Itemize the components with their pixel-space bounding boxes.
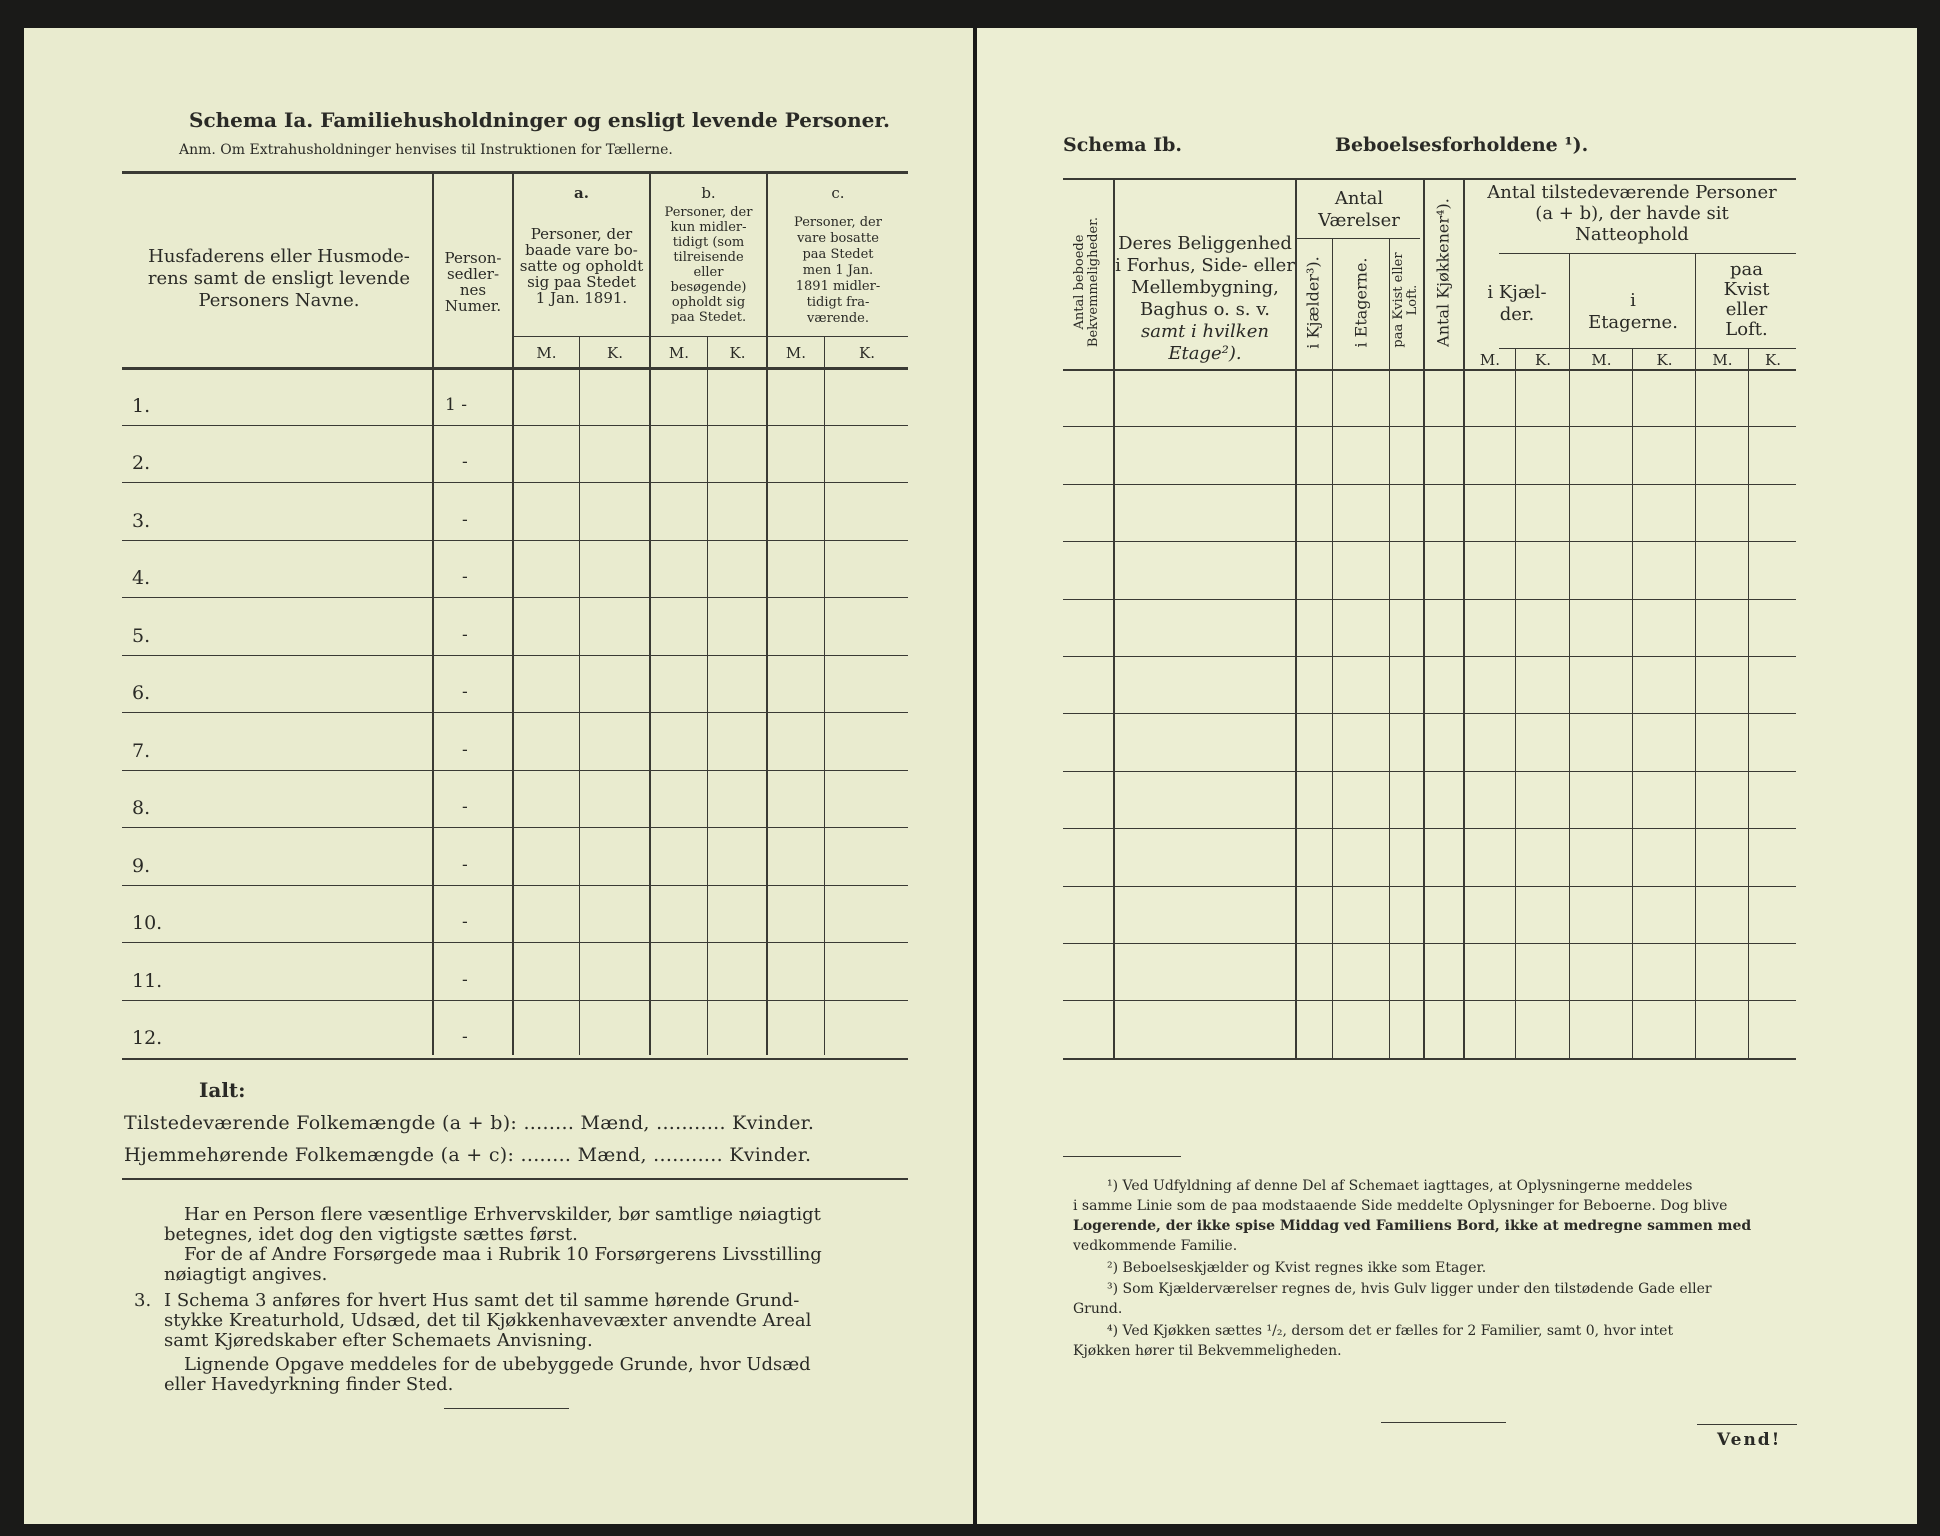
schema-1a-title: Schema Ia. Familiehusholdninger og ensligt levende Personer. [189, 108, 891, 132]
col-c-line: vare bosatte [797, 231, 879, 246]
sub-etagerne-header [1571, 290, 1695, 334]
note3-line2: stykke Kreaturhold, Udsæd, det til Kjøkkenhavevæxter anvendte Areal [164, 1310, 812, 1331]
row-number: 11. [132, 969, 163, 992]
r-kv-k: K. [1765, 351, 1781, 369]
col-c-letter: c. [831, 184, 845, 202]
row-number: 10. [132, 912, 163, 934]
col-names-line: Husfaderens eller Husmode- [148, 246, 410, 267]
vaer-sub-rule [1295, 238, 1420, 239]
table-row-rule [122, 425, 908, 426]
row-number: 1. [132, 394, 151, 417]
col-pers-line: Natteophold [1575, 224, 1689, 245]
rv-9 [1632, 348, 1633, 1058]
sub-kv-line: Loft. [1725, 319, 1768, 340]
col-pers-line: (a + b), der havde sit [1535, 203, 1729, 224]
col-a-line: satte og opholdt [519, 257, 644, 275]
note1-line2: betegnes, idet dog den vigtigste sættes først. [164, 1224, 578, 1245]
fn1-line1: ¹) Ved Udfyldning af denne Del af Schemaet iagttages, at Oplysningerne meddeles [1107, 1178, 1693, 1194]
rv-4 [1389, 238, 1390, 1058]
col-c-line: værende. [807, 311, 869, 326]
ialt-label: Ialt: [199, 1078, 246, 1102]
table-row-rule [122, 885, 908, 886]
fn3-line2: Grund. [1073, 1301, 1123, 1317]
table-row-rule [122, 1000, 908, 1001]
col-a-line: baade vare bo- [525, 241, 638, 259]
col-names-line: Personers Navne. [198, 290, 360, 311]
table-row-rule [122, 482, 908, 483]
col-a-line: Personer, der [530, 225, 633, 243]
v-a-mk [579, 336, 580, 1055]
col-a-k: K. [607, 344, 623, 362]
mk-header-rule [514, 336, 908, 337]
fn1-line3: Logerende, der ikke spise Middag ved Familiens Bord, ikke at medregne sammen med [1073, 1218, 1752, 1234]
col-belig-line: Deres Beliggenhed [1118, 233, 1292, 254]
col-b-line: opholdt sig [671, 295, 746, 310]
r-kj-m: M. [1479, 351, 1501, 369]
col-c-line: 1891 midler- [795, 279, 881, 294]
col-b-header [651, 205, 766, 325]
r-table-row-rule [1063, 713, 1796, 714]
r-table-row-rule [1063, 541, 1796, 542]
r-table-row-rule [1063, 771, 1796, 772]
r-table-row-rule [1063, 599, 1796, 600]
col-kvist-line: paa Kvist eller [1391, 252, 1406, 348]
table-row-rule [122, 942, 908, 943]
fn1-line4: vedkommende Familie. [1073, 1238, 1238, 1254]
col-num-line: nes [459, 281, 487, 299]
rv-3 [1332, 238, 1333, 1058]
sub-kjaelder-header [1465, 282, 1569, 326]
r-kv-m: M. [1712, 351, 1733, 369]
r-table-row-rule [1063, 828, 1796, 829]
r-table-row-rule [1063, 886, 1796, 887]
r-table-header-rule [1063, 369, 1796, 371]
fn1-line2: i samme Linie som de paa modstaaende Side meddelte Oplysninger for Beboerne. Dog blive [1073, 1198, 1728, 1214]
table-bottom-rule [122, 1058, 908, 1060]
row-number: 7. [132, 739, 151, 762]
col-c-header [768, 215, 908, 327]
row-sedel-number: - [462, 682, 468, 702]
col-belig-line: i Forhus, Side- eller [1115, 255, 1295, 276]
row-number: 8. [132, 797, 151, 819]
row-number: 2. [132, 452, 151, 474]
schema-1b-title: Beboelsesforholdene ¹). [1335, 134, 1589, 156]
col-c-k: K. [859, 344, 875, 362]
col-c-line: paa Stedet [802, 247, 874, 262]
row-sedel-number: - [462, 624, 468, 645]
r-table-bottom-rule [1063, 1058, 1796, 1060]
col-antal-bekv-header [1073, 202, 1101, 362]
col-belig-line: Baghus o. s. v. [1139, 299, 1271, 320]
row-number: 12. [132, 1027, 163, 1049]
row-sedel-number: - [462, 567, 468, 587]
col-c-line: tidigt fra- [806, 295, 870, 310]
col-num-header [434, 250, 512, 314]
table-row-rule [122, 712, 908, 713]
note1-line1: Har en Person flere væsentlige Erhvervskilder, bør samtlige nøiagtigt [184, 1204, 821, 1225]
col-names-line: rens samt de ensligt levende [147, 268, 411, 289]
ialt-bottom-rule [122, 1178, 908, 1180]
note3-line3: samt Kjøredskaber efter Schemaets Anvisning. [164, 1330, 593, 1351]
col-vaer-line: Antal [1334, 188, 1384, 209]
r-table-row-rule [1063, 426, 1796, 427]
r-table-row-rule [1063, 656, 1796, 657]
table-row-rule [122, 770, 908, 771]
row-sedel-number: - [462, 739, 468, 760]
col-a-line: 1 Jan. 1891. [535, 289, 628, 307]
r-table-top-rule [1063, 178, 1796, 180]
tilstedevaerende-line: Tilstedeværende Folkemængde (a + b): ........ Mænd, ........... Kvinder. [124, 1112, 815, 1134]
row-number: 5. [132, 624, 151, 647]
fn2: ²) Beboelseskjælder og Kvist regnes ikke som Etager. [1107, 1260, 1487, 1276]
note4-line2: eller Havedyrkning finder Sted. [164, 1374, 454, 1395]
col-a-m: M. [536, 344, 557, 362]
col-b-letter: b. [701, 184, 716, 202]
row-sedel-number: - [462, 1027, 468, 1047]
anm-note: Anm. Om Extrahusholdninger henvises til Instruktionen for Tællerne. [179, 142, 673, 158]
sub-kv-line: eller [1725, 299, 1768, 320]
note3-line1: I Schema 3 anføres for hvert Hus samt det til samme hørende Grund- [164, 1290, 800, 1311]
row-sedel-number: - [462, 912, 468, 932]
col-pers-line: Antal tilstedeværende Personer [1487, 182, 1777, 203]
col-c-line: men 1 Jan. [802, 263, 874, 278]
table-row-rule [122, 540, 908, 541]
sub-kv-line: Kvist [1723, 279, 1770, 300]
col-kjokkener-header: Antal Kjøkkener⁴). [1433, 198, 1453, 347]
sub-et-line: i [1630, 290, 1636, 311]
table-header-rule [122, 367, 908, 370]
r-et-m: M. [1591, 351, 1612, 369]
fn4-line2: Kjøkken hører til Bekvemmeligheden. [1073, 1343, 1342, 1359]
pers-mk-rule [1499, 348, 1796, 349]
note2-line1: For de af Andre Forsørgede maa i Rubrik 10 Forsørgerens Livsstilling [184, 1244, 822, 1265]
r-kj-k: K. [1535, 351, 1551, 369]
row-number: 6. [132, 682, 151, 704]
row-sedel-number: - [462, 452, 468, 472]
col-names-header [134, 246, 424, 312]
col-belig-line: Mellembygning, [1131, 277, 1279, 298]
col-antal-bekv-line: Bekvemmeligheder. [1086, 216, 1101, 348]
col-b-line: tidigt (som [672, 235, 745, 250]
col-b-k: K. [729, 344, 746, 362]
fn3-line1: ³) Som Kjælderværelser regnes de, hvis Gulv ligger under den tilstødende Gade eller [1107, 1281, 1712, 1297]
row-sedel-number: - [462, 797, 468, 817]
col-a-header [514, 226, 649, 306]
col-b-line: eller [693, 265, 724, 280]
col-kjaelder-header: i Kjælder³). [1303, 256, 1323, 349]
right-page [977, 28, 1917, 1524]
r-table-row-rule [1063, 484, 1796, 485]
col-belig-line: Etage²). [1168, 343, 1242, 364]
col-b-line: kun midler- [670, 220, 747, 235]
vend-label: Vend! [1717, 1430, 1782, 1450]
col-num-line: sedler- [446, 265, 500, 283]
fn4-line1: ⁴) Ved Kjøkken sættes ¹/₂, dersom det er fælles for 2 Familier, samt 0, hvor intet [1107, 1323, 1674, 1339]
left-end-rule [444, 1408, 569, 1409]
rv-7 [1515, 348, 1516, 1058]
col-kvist-line: Loft. [1405, 284, 1420, 316]
sub-kv-line: paa [1730, 259, 1763, 280]
col-b-m: M. [668, 344, 690, 362]
row-number: 3. [132, 509, 151, 532]
row-sedel-number: - [462, 854, 468, 875]
rv-2 [1295, 178, 1297, 1058]
right-end-rule [1381, 1422, 1506, 1423]
hjemmehorende-line: Hjemmehørende Folkemængde (a + c): ........ Mænd, ........... Kvinder. [124, 1144, 812, 1166]
table-row-rule [122, 827, 908, 828]
col-b-line: Personer, der [664, 205, 753, 220]
note3-number: 3. [134, 1290, 152, 1311]
col-etagerne-header: i Etagerne. [1351, 257, 1371, 348]
col-num-line: Numer. [444, 297, 502, 315]
col-b-line: besøgende) [670, 280, 747, 295]
row-number: 4. [132, 567, 151, 589]
col-personer-header [1467, 182, 1797, 245]
schema-1b-label: Schema Ib. [1063, 134, 1183, 156]
pers-sub-rule [1499, 253, 1796, 254]
r-table-row-rule [1063, 1000, 1796, 1001]
col-vaerelser-header [1295, 188, 1423, 232]
sub-kvist-header [1697, 260, 1796, 340]
sub-et-line: Etagerne. [1588, 312, 1678, 333]
row-number: 9. [132, 854, 151, 877]
r-table-row-rule [1063, 943, 1796, 944]
col-c-line: Personer, der [794, 215, 882, 230]
table-top-rule [122, 171, 908, 174]
col-antal-bekv-line: Antal beboede [1072, 234, 1087, 330]
rv-11 [1748, 348, 1749, 1058]
col-vaer-line: Værelser [1318, 210, 1400, 231]
col-b-line: paa Stedet. [670, 310, 747, 325]
table-row-rule [122, 655, 908, 656]
col-a-line: sig paa Stedet [527, 273, 636, 291]
note2-line2: nøiagtigt angives. [164, 1264, 328, 1285]
r-et-k: K. [1656, 351, 1673, 369]
left-page [24, 28, 973, 1524]
col-a-letter: a. [574, 184, 589, 202]
col-b-line: tilreisende [673, 250, 744, 265]
sub-kj-line: i Kjæl- [1487, 282, 1547, 303]
vend-rule [1697, 1424, 1797, 1425]
col-beliggenhed-header [1115, 233, 1295, 365]
rv-5 [1423, 178, 1425, 1058]
row-sedel-number: 1 - [445, 394, 467, 415]
col-c-m: M. [785, 344, 807, 362]
col-num-line: Person- [444, 249, 502, 267]
col-kvist-header [1392, 240, 1420, 360]
sub-kj-line: der. [1499, 304, 1535, 325]
footnote-rule [1063, 1156, 1181, 1157]
col-belig-line: samt i hvilken [1141, 321, 1269, 342]
row-sedel-number: - [462, 509, 468, 530]
row-sedel-number: - [462, 969, 468, 990]
note4-line1: Lignende Opgave meddeles for de ubebyggede Grunde, hvor Udsæd [184, 1354, 811, 1375]
v-b-mk [707, 336, 708, 1055]
table-row-rule [122, 597, 908, 598]
v-c-mk [824, 336, 825, 1055]
